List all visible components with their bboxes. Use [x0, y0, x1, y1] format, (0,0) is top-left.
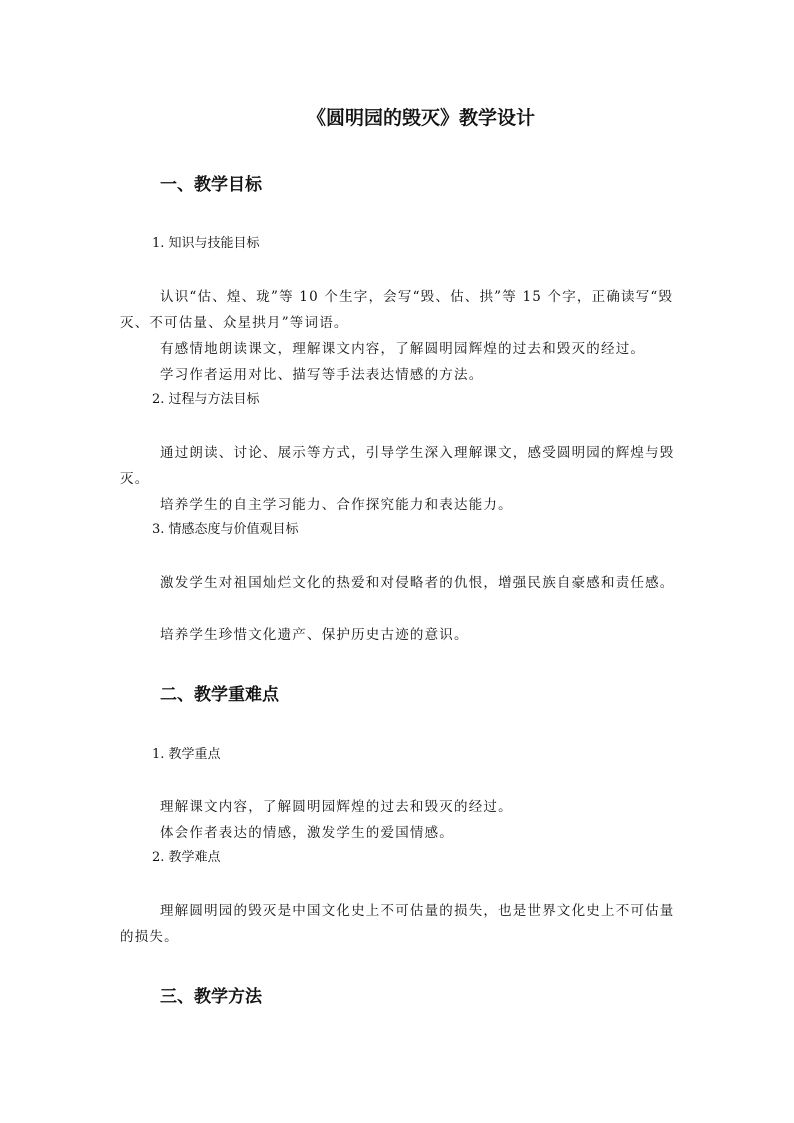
paragraph: 体会作者表达的情感，激发学生的爱国情感。 — [160, 825, 454, 841]
section-heading-objectives: 一、教学目标 — [160, 175, 262, 195]
paragraph: 培养学生珍惜文化遗产、保护历史古迹的意识。 — [160, 627, 469, 643]
paragraph: 有感情地朗读课文，理解课文内容，了解圆明园辉煌的过去和毁灭的经过。 — [160, 341, 646, 357]
subheading-emotion-values: 3. 情感态度与价值观目标 — [152, 522, 299, 537]
document-title: 《圆明园的毁灭》教学设计 — [306, 107, 535, 129]
subheading-difficulty: 2. 教学难点 — [152, 850, 221, 865]
subheading-process-methods: 2. 过程与方法目标 — [152, 392, 260, 407]
paragraph: 激发学生对祖国灿烂文化的热爱和对侵略者的仇恨，增强民族自豪感和责任感。 — [160, 575, 675, 591]
subheading-knowledge-skills: 1. 知识与技能目标 — [152, 236, 260, 251]
section-heading-methods: 三、教学方法 — [160, 987, 262, 1007]
section-heading-key-points: 二、教学重难点 — [160, 685, 279, 705]
paragraph: 培养学生的自主学习能力、合作探究能力和表达能力。 — [160, 497, 513, 513]
paragraph: 理解课文内容，了解圆明园辉煌的过去和毁灭的经过。 — [160, 799, 513, 815]
paragraph: 认识“估、煌、珑”等 10 个生字，会写“毁、估、拱”等 15 个字，正确读写“毁灭、不可估量、众星拱月”等词语。 — [120, 289, 674, 331]
paragraph: 通过朗读、讨论、展示等方式，引导学生深入理解课文，感受圆明园的辉煌与毁灭。 — [120, 445, 675, 487]
paragraph: 理解圆明园的毁灭是中国文化史上不可估量的损失，也是世界文化史上不可估量的损失。 — [120, 903, 675, 945]
subheading-key-point: 1. 教学重点 — [152, 747, 221, 762]
paragraph: 学习作者运用对比、描写等手法表达情感的方法。 — [160, 367, 484, 383]
